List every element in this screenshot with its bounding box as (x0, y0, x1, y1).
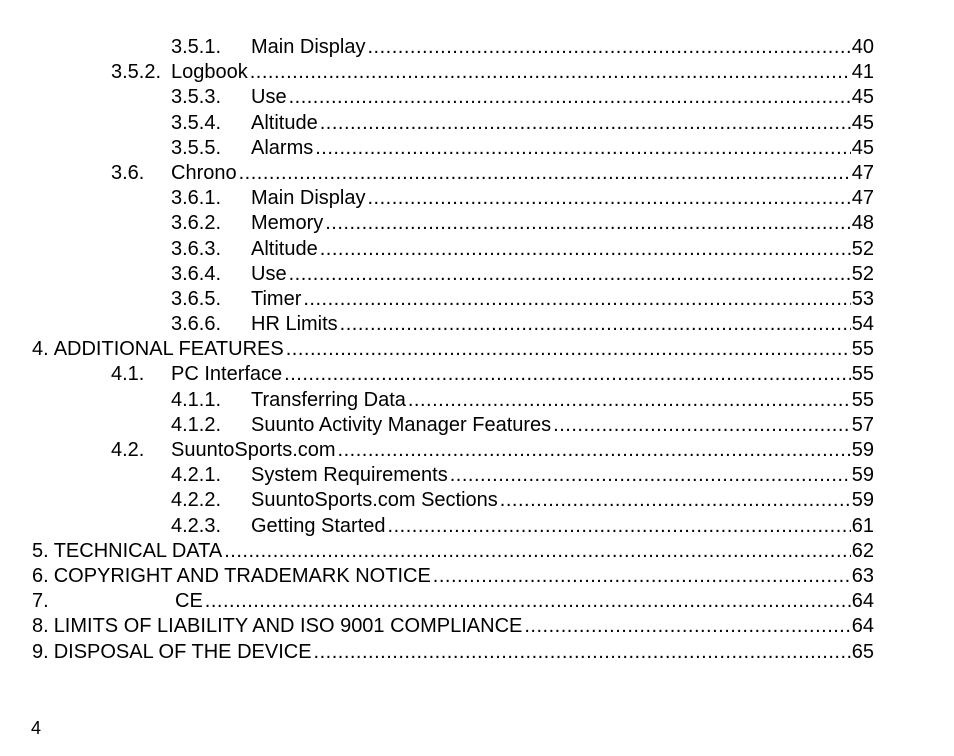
toc-entry-line (171, 136, 874, 161)
toc-entry-title: Alarms (251, 136, 314, 159)
toc-entry[interactable] (0, 463, 954, 488)
toc-leader-dots (553, 413, 851, 438)
toc-entry-title: SuuntoSports.com Sections (251, 489, 498, 512)
toc-entry-title: Getting Started (251, 514, 386, 537)
toc-entry-line (111, 161, 874, 186)
toc-entry[interactable] (0, 589, 954, 614)
toc-entry-line (171, 463, 874, 488)
toc-entry[interactable] (0, 388, 954, 413)
toc-entry-page: 62 (851, 539, 874, 562)
toc-entry-number: 4.1. (111, 363, 145, 386)
toc-leader-dots (500, 488, 851, 513)
toc-entry-number: 3.6.1. (171, 187, 222, 210)
toc-entry-title: Chrono (171, 161, 237, 184)
toc-entry-number: 6. (32, 564, 49, 587)
toc-leader-dots (286, 337, 851, 362)
toc-entry-line (171, 211, 874, 236)
toc-entry-title: Altitude (251, 111, 318, 134)
toc-entry-number: 3.5.5. (171, 136, 222, 159)
toc-entry-line (171, 237, 874, 262)
toc-entry-page: 65 (851, 640, 874, 663)
toc-entry-title: SuuntoSports.com (171, 439, 336, 461)
toc-entry-number: 3.6.4. (171, 262, 222, 285)
toc-leader-dots (320, 111, 851, 136)
toc-entry-page: 59 (851, 489, 874, 512)
toc-entry-line (171, 312, 874, 337)
toc-entry-title: System Requirements (251, 464, 448, 487)
toc-entry-page: 45 (851, 86, 874, 109)
toc-entry-number: 3.5.4. (171, 111, 222, 134)
toc-entry-page: 64 (851, 615, 874, 638)
toc-entry-line (111, 362, 874, 387)
toc-entry-line (32, 640, 874, 665)
toc-entry-number: 5. (32, 539, 49, 562)
toc-entry[interactable] (0, 539, 954, 564)
toc-leader-dots (340, 312, 851, 337)
toc-entry-line (171, 488, 874, 513)
toc-leader-dots (250, 60, 851, 85)
toc-entry-title: ADDITIONAL FEATURES (53, 338, 284, 361)
toc-entry-number: 3.5.1. (171, 36, 222, 58)
toc-entry[interactable] (0, 287, 954, 312)
toc-entry[interactable] (0, 262, 954, 287)
toc-entry-line (171, 388, 874, 413)
toc-entry-number: 4. (32, 338, 49, 361)
toc-entry-title: Main Display (251, 36, 366, 58)
toc-leader-dots (524, 614, 850, 639)
toc-entry-page: 55 (851, 338, 874, 361)
toc-entry[interactable] (0, 362, 954, 387)
toc-entry[interactable] (0, 237, 954, 262)
toc-entry-page: 59 (851, 464, 874, 487)
toc-leader-dots (289, 262, 851, 287)
toc-entry-number: 3.6.2. (171, 212, 222, 235)
toc-entry-line (171, 514, 874, 539)
toc-entry[interactable] (0, 111, 954, 136)
toc-entry-page: 48 (851, 212, 874, 235)
toc-entry-page: 52 (851, 237, 874, 260)
toc-entry-number: 3.5.2. (111, 61, 162, 84)
toc-entry-page: 47 (851, 161, 874, 184)
toc-entry-title: LIMITS OF LIABILITY AND ISO 9001 COMPLIANCE (53, 615, 523, 638)
toc-entry-line (111, 438, 874, 463)
toc-entry[interactable] (0, 85, 954, 110)
toc-leader-dots (408, 388, 851, 413)
toc-entry-page: 59 (851, 439, 874, 461)
toc-entry-number: 4.1.2. (171, 413, 222, 436)
toc-entry[interactable] (0, 564, 954, 589)
toc-entry-line (171, 262, 874, 287)
toc-entry-page: 55 (851, 388, 874, 411)
toc-entry-title: TECHNICAL DATA (53, 539, 223, 562)
toc-entry-title: Memory (251, 212, 324, 235)
toc-entry-number: 4.2.1. (171, 464, 222, 487)
toc-entry[interactable] (0, 211, 954, 236)
toc-entry-number: 8. (32, 615, 49, 638)
toc-entry[interactable] (0, 161, 954, 186)
toc-entry-page: 64 (851, 590, 874, 613)
toc-entry-number: 3.6.5. (171, 287, 222, 310)
toc-leader-dots (320, 237, 851, 262)
page-number: 4 (31, 718, 42, 738)
toc-entry-title: Use (251, 262, 287, 285)
toc-leader-dots (303, 287, 850, 312)
toc-leader-dots (205, 589, 851, 614)
toc-entry[interactable] (0, 488, 954, 513)
toc-leader-dots (450, 463, 851, 488)
toc-entry-page: 52 (851, 262, 874, 285)
toc-entry[interactable] (0, 614, 954, 639)
toc-entry-number: 3.6. (111, 161, 145, 184)
toc-entry-title: Transferring Data (251, 388, 406, 411)
toc-entry-page: 53 (851, 287, 874, 310)
toc-entry[interactable] (0, 438, 954, 463)
toc-entry-title: DISPOSAL OF THE DEVICE (53, 640, 312, 663)
toc-entry-page: 61 (851, 514, 874, 537)
toc-entry-line (171, 35, 874, 60)
toc-entry-line (171, 287, 874, 312)
toc-entry-number: 7. (32, 590, 49, 613)
toc-entry[interactable] (0, 640, 954, 665)
toc-entry-line (171, 186, 874, 211)
toc-entry[interactable] (0, 337, 954, 362)
toc-leader-dots (325, 211, 851, 236)
toc-entry-number: 4.1.1. (171, 388, 222, 411)
toc-leader-dots (224, 539, 851, 564)
toc-entry-line (171, 85, 874, 110)
toc-entry[interactable] (0, 186, 954, 211)
toc-leader-dots (239, 161, 851, 186)
toc-entry-number: 4.2.3. (171, 514, 222, 537)
toc-entry-line (32, 539, 874, 564)
toc-entry-title: Timer (251, 287, 302, 310)
toc-entry-title: Logbook (171, 61, 248, 84)
toc-entry[interactable] (0, 312, 954, 337)
toc-entry-number: 3.6.3. (171, 237, 222, 260)
toc-entry-number: 3.6.6. (171, 313, 222, 336)
toc-entry-line (32, 337, 874, 362)
toc-leader-dots (338, 438, 851, 463)
toc-entry-title: Main Display (251, 187, 366, 210)
toc-entry-title: Use (251, 86, 287, 109)
toc-entry-title: Suunto Activity Manager Features (251, 413, 552, 436)
toc-entry-page: 63 (851, 564, 874, 587)
toc-entry[interactable] (0, 514, 954, 539)
toc-entry-title: COPYRIGHT AND TRADEMARK NOTICE (53, 564, 431, 587)
toc-entry-title: PC Interface (171, 363, 283, 386)
toc-entry-line (171, 111, 874, 136)
table-of-contents (0, 35, 954, 665)
toc-entry-page: 45 (851, 136, 874, 159)
toc-entry-page: 57 (851, 413, 874, 436)
toc-entry-line (32, 614, 874, 639)
toc-leader-dots (367, 186, 850, 211)
toc-leader-dots (367, 35, 850, 60)
toc-entry-line (171, 413, 874, 438)
toc-entry[interactable] (0, 136, 954, 161)
toc-entry-page: 54 (851, 313, 874, 336)
toc-entry-page: 40 (851, 36, 874, 58)
toc-entry-number: 3.5.3. (171, 86, 222, 109)
toc-leader-dots (315, 136, 851, 161)
toc-entry-page: 47 (851, 187, 874, 210)
toc-entry-page: 45 (851, 111, 874, 134)
toc-entry[interactable] (0, 413, 954, 438)
toc-entry-title: CE (175, 590, 203, 613)
toc-entry-title: HR Limits (251, 313, 338, 336)
toc-leader-dots (289, 85, 851, 110)
toc-entry-number: 9. (32, 640, 49, 663)
toc-leader-dots (433, 564, 851, 589)
toc-entry-title: Altitude (251, 237, 318, 260)
toc-entry[interactable] (0, 35, 954, 60)
toc-entry-number: 4.2.2. (171, 489, 222, 512)
toc-entry-page: 41 (851, 61, 874, 84)
toc-leader-dots (388, 514, 851, 539)
toc-entry-number: 4.2. (111, 439, 145, 461)
toc-leader-dots (314, 640, 851, 665)
toc-entry-line (111, 60, 874, 85)
toc-leader-dots (284, 362, 851, 387)
toc-entry[interactable] (0, 60, 954, 85)
toc-entry-line (32, 564, 874, 589)
toc-entry-line (32, 589, 874, 614)
toc-entry-page: 55 (851, 363, 874, 386)
